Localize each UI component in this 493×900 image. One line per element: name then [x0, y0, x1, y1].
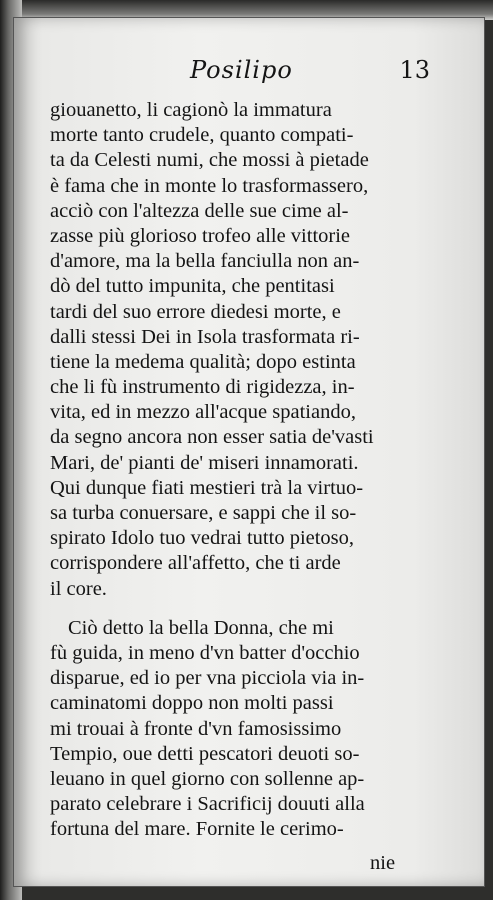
text-line: acciò con l'altezza delle sue cime al- — [50, 199, 349, 222]
text-line: fù guida, in meno d'vn batter d'occhio — [50, 641, 360, 664]
body-text — [50, 98, 470, 842]
text-line: mi trouai à fronte d'vn famosissimo — [50, 717, 342, 740]
text-line: Tempio, oue detti pescatori deuoti so- — [50, 742, 360, 765]
catchword: nie — [370, 852, 396, 874]
text-line: sa turba conuersare, e sappi che il so- — [50, 502, 357, 524]
text-line: Ciò detto la bella Donna, che mi — [68, 616, 334, 639]
text-line: d'amore, ma la bella fanciulla non an- — [50, 250, 360, 273]
text-line: giouanetto, li cagionò la immatura — [50, 99, 332, 121]
text-line: corrispondere all'affetto, che ti arde — [50, 552, 341, 575]
text-line: caminatomi doppo non molti passi — [50, 692, 334, 715]
text-line: Qui dunque fiati mestieri trà la virtuo- — [50, 476, 364, 499]
text-line: parato celebrare i Sacrificij douuti alla — [50, 793, 365, 816]
text-line: tardi del suo errore diedesi morte, e — [50, 300, 341, 323]
text-line: che li fù instrumento di rigidezza, in- — [50, 376, 355, 399]
text-line: spirato Idolo tuo vedrai tutto pietoso, — [50, 527, 355, 550]
page-top-edge — [0, 0, 493, 20]
text-line: il core. — [50, 577, 107, 600]
text-line: Mari, de' pianti de' miseri innamorati. — [50, 451, 359, 474]
text-line: zasse più glorioso trofeo alle vittorie — [50, 224, 351, 247]
text-line: vita, ed in mezzo all'acque spatiando, — [50, 401, 356, 424]
page-header — [190, 56, 430, 92]
text-line: morte tanto crudele, quanto compati- — [50, 124, 354, 147]
running-title: Posilipo — [190, 56, 293, 84]
page-number: 13 — [399, 56, 430, 84]
text-line: fortuna del mare. Fornite le cerimo- — [50, 818, 344, 841]
text-line: dò del tutto impunita, che pentitasi — [50, 275, 335, 298]
text-line: disparue, ed io per vna picciola via in- — [50, 667, 365, 690]
text-line: è fama che in monte lo trasformassero, — [50, 174, 369, 197]
text-line: da segno ancora non esser satia de'vasti — [50, 426, 374, 449]
text-line: leuano in quel giorno con sollenne ap- — [50, 767, 365, 790]
text-line: ta da Celesti numi, che mossi à pietade — [50, 149, 369, 172]
paragraph-gap — [50, 602, 470, 616]
text-line: dalli stessi Dei in Isola trasformata ri- — [50, 325, 360, 348]
text-line: tiene la medema qualità; dopo estinta — [50, 350, 356, 373]
